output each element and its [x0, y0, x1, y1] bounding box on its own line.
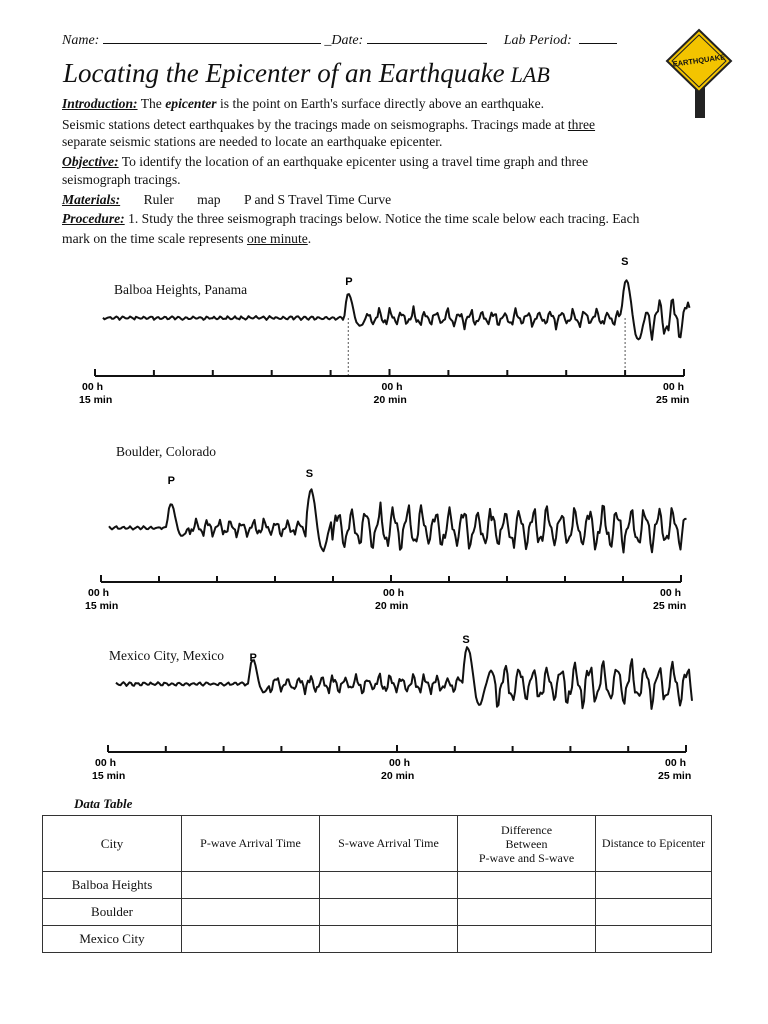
station-label-boulder: Boulder, Colorado	[116, 444, 216, 459]
axis-label-20min-hour: 00 h	[381, 381, 403, 393]
table-header-row	[43, 816, 712, 872]
s-wave-cell[interactable]	[320, 926, 458, 953]
axis-label-25min-hour: 00 h	[663, 381, 685, 393]
row-city: Boulder	[43, 899, 182, 926]
materials-label: Materials:	[62, 192, 121, 207]
s-wave-label: S	[305, 468, 314, 480]
distance-cell[interactable]	[596, 872, 712, 899]
p-wave-label: P	[345, 276, 353, 288]
axis-label-20min-minutes: 20 min	[381, 770, 415, 782]
material-item: map	[197, 192, 221, 207]
axis-label-20min-minutes: 20 min	[375, 600, 409, 612]
objective-label: Objective:	[62, 154, 119, 169]
p-wave-label: P	[249, 652, 257, 664]
date-label: _Date:	[324, 33, 364, 48]
axis-label-20min-hour: 00 h	[383, 587, 405, 599]
header-p-wave: P-wave Arrival Time	[182, 816, 320, 872]
axis-label-20min-hour: 00 h	[389, 757, 411, 769]
objective-line-2: seismograph tracings.	[62, 172, 181, 187]
axis-label-15min-minutes: 15 min	[92, 770, 126, 782]
header-s-wave: S-wave Arrival Time	[320, 816, 458, 872]
seismogram-balboa	[62, 252, 720, 412]
procedure-text: 1. Study the three seismograph tracings below. Notice the time scale below each tracing. Each	[124, 211, 640, 226]
procedure-line2-text: mark on the time scale represents	[62, 231, 247, 246]
station-label-mexico: Mexico City, Mexico	[109, 648, 224, 663]
s-wave-label: S	[621, 256, 629, 268]
distance-cell[interactable]	[596, 899, 712, 926]
axis-label-25min-minutes: 25 min	[653, 600, 687, 612]
axis-label-15min-hour: 00 h	[88, 587, 110, 599]
p-wave-cell[interactable]	[182, 899, 320, 926]
header-city: City	[43, 816, 182, 872]
title-main: Locating the Epicenter of an Earthquake	[63, 58, 505, 88]
seismogram-waveform	[103, 280, 690, 340]
table-row	[43, 872, 712, 899]
material-item: Ruler	[143, 192, 174, 207]
seismogram-boulder	[62, 462, 720, 622]
difference-cell[interactable]	[458, 899, 596, 926]
intro-label: Introduction:	[62, 96, 138, 111]
difference-cell[interactable]	[458, 872, 596, 899]
intro-text: The	[137, 96, 166, 111]
row-city: Balboa Heights	[43, 872, 182, 899]
seismogram-trace	[109, 468, 687, 553]
p-wave-cell[interactable]	[182, 872, 320, 899]
distance-cell[interactable]	[596, 926, 712, 953]
sign-text: EARTHQUAKE	[672, 52, 726, 69]
axis-label-25min-minutes: 25 min	[658, 770, 692, 782]
materials-line	[62, 190, 722, 209]
lab-period-label: Lab Period:	[503, 33, 572, 48]
axis-label-25min-minutes: 25 min	[656, 394, 690, 406]
s-wave-label: S	[462, 634, 470, 646]
name-field[interactable]	[103, 29, 321, 44]
data-table-title: Data Table	[74, 796, 133, 811]
row-city: Mexico City	[43, 926, 182, 953]
intro-line-1	[62, 94, 722, 113]
axis-label-25min-hour: 00 h	[665, 757, 687, 769]
axis-label-15min-hour: 00 h	[82, 381, 104, 393]
s-wave-cell[interactable]	[320, 872, 458, 899]
seismogram-trace	[116, 634, 692, 709]
p-wave-label: P	[167, 475, 175, 487]
procedure-label: Procedure:	[62, 211, 125, 226]
intro-line-3: separate seismic stations are needed to locate an earthquake epicenter.	[62, 134, 443, 149]
axis-label-15min-minutes: 15 min	[85, 600, 119, 612]
station-label-balboa: Balboa Heights, Panama	[114, 282, 248, 297]
table-row	[43, 926, 712, 953]
seismogram-waveform	[116, 647, 692, 709]
intro-text-post: is the point on Earth's surface directly above an earthquake.	[216, 96, 545, 111]
header-distance: Distance to Epicenter	[596, 816, 712, 872]
axis-label-20min-minutes: 20 min	[373, 394, 407, 406]
intro-three: three	[567, 117, 596, 132]
axis-label-15min-hour: 00 h	[95, 757, 117, 769]
objective-line-1	[62, 152, 722, 171]
difference-cell[interactable]	[458, 926, 596, 953]
header-difference: Difference Between P-wave and S-wave	[458, 816, 596, 872]
seismogram-trace	[103, 256, 690, 376]
page-title	[63, 58, 550, 89]
table-row	[43, 899, 712, 926]
lab-period-field[interactable]	[579, 29, 617, 44]
axis-label-15min-minutes: 15 min	[79, 394, 113, 406]
one-minute: one minute	[246, 231, 308, 246]
seismogram-waveform	[109, 489, 687, 552]
date-field[interactable]	[367, 29, 487, 44]
axis-label-25min-hour: 00 h	[660, 587, 682, 599]
header-line	[62, 29, 617, 49]
title-suffix: LAB	[510, 62, 550, 87]
procedure-line-1	[62, 209, 722, 228]
objective-text: To identify the location of an earthquake epicenter using a travel time graph and three	[118, 154, 589, 169]
data-table	[42, 815, 712, 953]
s-wave-cell[interactable]	[320, 899, 458, 926]
epicenter-keyword: epicenter	[165, 96, 217, 111]
material-item: P and S Travel Time Curve	[243, 192, 392, 207]
procedure-line-2: mark on the time scale represents one minute.	[62, 231, 312, 246]
intro-line2-text: Seismic stations detect earthquakes by the tracings made on seismographs. Tracings made at	[62, 117, 568, 132]
name-label: Name:	[62, 33, 100, 48]
seismogram-mexico	[62, 626, 720, 791]
p-wave-cell[interactable]	[182, 926, 320, 953]
